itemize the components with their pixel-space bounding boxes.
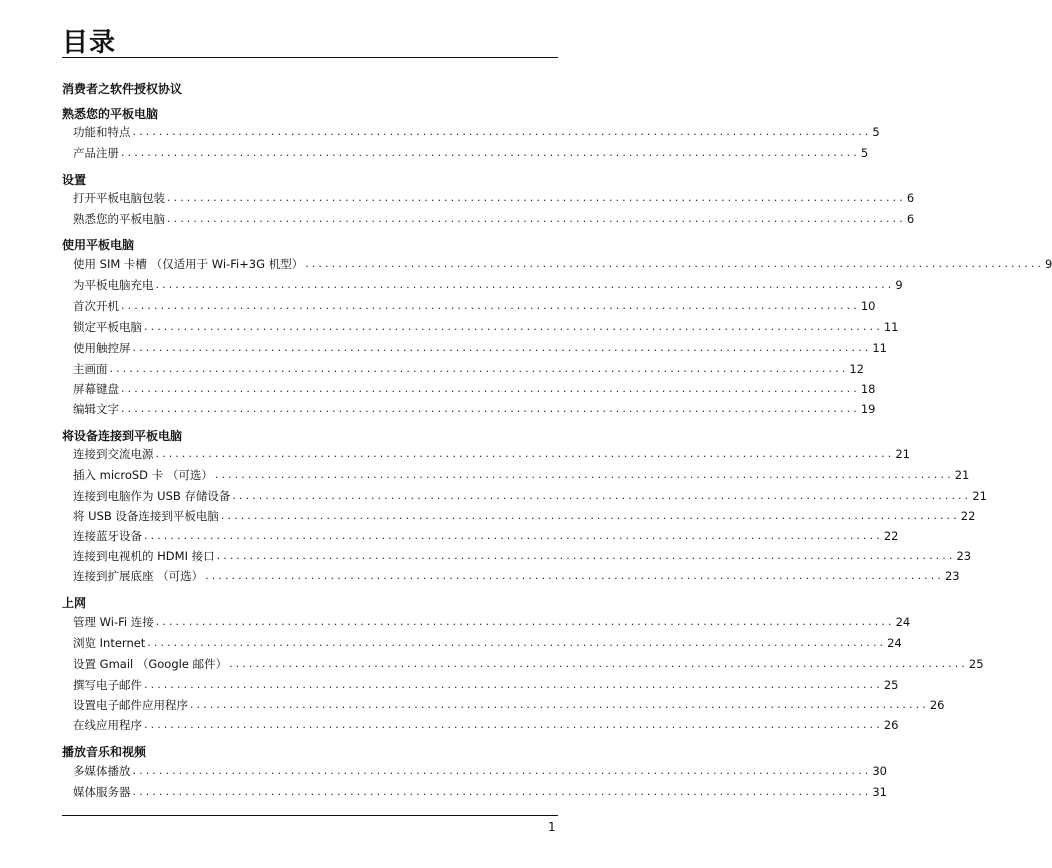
dot-leader: ................................................................................................................ xyxy=(190,698,929,711)
toc-entry-page: 18 xyxy=(860,382,876,396)
dot-leader: ................................................................................................................ xyxy=(144,678,883,691)
toc-entry-label: 撰写电子邮件 xyxy=(73,678,142,692)
toc-entry-page: 24 xyxy=(895,615,911,629)
toc-entry-label: 连接到电脑作为 USB 存储设备 xyxy=(73,489,231,503)
toc-entry-label: 将 USB 设备连接到平板电脑 xyxy=(73,509,219,523)
toc-entry[interactable] xyxy=(73,763,887,779)
dot-leader: ................................................................................................................ xyxy=(220,509,960,522)
toc-entry[interactable] xyxy=(73,256,1052,272)
toc-entry-label: 连接到交流电源 xyxy=(73,447,154,461)
page-number: 1 xyxy=(548,820,556,834)
toc-entry-label: 产品注册 xyxy=(73,146,119,160)
toc-entry[interactable] xyxy=(73,401,876,417)
toc-entry-label: 插入 microSD 卡 （可选） xyxy=(73,468,213,482)
dot-leader: ................................................................................................................ xyxy=(121,146,860,159)
dot-leader: ................................................................................................................ xyxy=(232,489,972,502)
toc-entry-label: 设置电子邮件应用程序 xyxy=(73,698,188,712)
toc-entry-label: 连接到扩展底座 （可选） xyxy=(73,569,204,583)
dot-leader: ................................................................................................................ xyxy=(144,718,883,731)
toc-entry[interactable] xyxy=(73,298,876,314)
toc-entry-page: 21 xyxy=(895,447,910,461)
top-divider xyxy=(62,57,558,58)
toc-entry-page: 5 xyxy=(872,125,880,139)
toc-entry[interactable] xyxy=(73,677,899,693)
dot-leader: ................................................................................................................ xyxy=(305,257,1045,270)
toc-entry-page: 22 xyxy=(883,529,899,543)
dot-leader: ................................................................................................................ xyxy=(167,191,906,204)
dot-leader: ................................................................................................................ xyxy=(109,362,849,375)
dot-leader: ................................................................................................................ xyxy=(121,299,860,312)
toc-entry-page: 9 xyxy=(1045,257,1052,271)
page-title: 目录 xyxy=(62,28,117,58)
toc-entry-page: 30 xyxy=(872,764,887,778)
dot-leader: ................................................................................................................ xyxy=(205,569,944,582)
toc-entry-label: 浏览 Internet xyxy=(73,636,146,650)
toc-entry-page: 23 xyxy=(956,549,972,563)
toc-section-heading[interactable]: 熟悉您的平板电脑 xyxy=(62,107,159,121)
toc-entry[interactable] xyxy=(73,190,915,206)
toc-entry-page: 12 xyxy=(849,362,864,376)
toc-entry-page: 24 xyxy=(887,636,902,650)
toc-entry[interactable] xyxy=(73,381,876,397)
dot-leader: ................................................................................................................ xyxy=(167,212,906,225)
dot-leader: ................................................................................................................ xyxy=(132,341,872,354)
toc-entry-page: 19 xyxy=(860,402,876,416)
toc-entry-page: 11 xyxy=(872,341,887,355)
toc-section-heading[interactable]: 上网 xyxy=(62,596,87,610)
toc-entry-label: 连接到电视机的 HDMI 接口 xyxy=(73,549,215,563)
toc-entry-page: 25 xyxy=(883,678,899,692)
toc-section-heading[interactable]: 播放音乐和视频 xyxy=(62,745,147,759)
toc-entry[interactable] xyxy=(73,211,915,227)
dot-leader: ................................................................................................................ xyxy=(155,278,895,291)
dot-leader: ................................................................................................................ xyxy=(155,447,895,460)
toc-entry[interactable] xyxy=(73,508,976,524)
toc-entry-page: 21 xyxy=(972,489,987,503)
dot-leader: ................................................................................................................ xyxy=(132,125,872,138)
toc-entry[interactable] xyxy=(73,784,887,800)
toc-entry-page: 26 xyxy=(929,698,945,712)
toc-entry-page: 5 xyxy=(860,146,869,160)
toc-entry[interactable] xyxy=(73,488,987,504)
dot-leader: ................................................................................................................ xyxy=(144,529,883,542)
dot-leader: ................................................................................................................ xyxy=(147,636,887,649)
toc-entry-page: 25 xyxy=(968,657,984,671)
toc-entry-page: 10 xyxy=(860,299,876,313)
dot-leader: ................................................................................................................ xyxy=(216,549,956,562)
toc-entry-label: 功能和特点 xyxy=(73,125,131,139)
toc-entry-label: 首次开机 xyxy=(73,299,119,313)
toc-entry[interactable] xyxy=(73,361,864,377)
toc-entry-label: 设置 Gmail （Google 邮件） xyxy=(73,657,228,671)
toc-section-heading[interactable]: 使用平板电脑 xyxy=(62,238,135,252)
toc-entry[interactable] xyxy=(73,446,910,462)
toc-entry[interactable] xyxy=(73,277,903,293)
dot-leader: ................................................................................................................ xyxy=(132,785,872,798)
toc-entry-label: 在线应用程序 xyxy=(73,718,142,732)
dot-leader: ................................................................................................................ xyxy=(155,615,895,628)
toc-entry[interactable] xyxy=(73,717,899,733)
toc-section-heading[interactable]: 消费者之软件授权协议 xyxy=(62,82,183,96)
toc-entry-page: 21 xyxy=(954,468,970,482)
toc-entry[interactable] xyxy=(73,145,869,161)
toc-entry[interactable] xyxy=(73,467,970,483)
toc-entry[interactable] xyxy=(73,656,984,672)
toc-entry-label: 多媒体播放 xyxy=(73,764,131,778)
toc-entry[interactable] xyxy=(73,124,880,140)
toc-entry-label: 编辑文字 xyxy=(73,402,119,416)
toc-entry[interactable] xyxy=(73,528,899,544)
toc-entry[interactable] xyxy=(73,319,899,335)
toc-entry[interactable] xyxy=(73,548,972,564)
dot-leader: ................................................................................................................ xyxy=(144,320,883,333)
toc-entry-label: 使用 SIM 卡槽 （仅适用于 Wi-Fi+3G 机型） xyxy=(73,257,304,271)
toc-entry-label: 为平板电脑充电 xyxy=(73,278,154,292)
toc-entry-label: 打开平板电脑包装 xyxy=(73,191,165,205)
toc-entry-label: 管理 Wi-Fi 连接 xyxy=(73,615,154,629)
toc-entry-label: 使用触控屏 xyxy=(73,341,131,355)
dot-leader: ................................................................................................................ xyxy=(121,402,860,415)
toc-entry-page: 26 xyxy=(883,718,899,732)
toc-entry-label: 屏幕键盘 xyxy=(73,382,119,396)
toc-entry[interactable] xyxy=(73,614,911,630)
toc-entry-page: 6 xyxy=(906,212,915,226)
dot-leader: ................................................................................................................ xyxy=(132,764,872,777)
toc-entry-label: 媒体服务器 xyxy=(73,785,131,799)
toc-entry-page: 6 xyxy=(906,191,915,205)
dot-leader: ................................................................................................................ xyxy=(229,657,968,670)
toc-section-heading[interactable]: 将设备连接到平板电脑 xyxy=(62,429,183,443)
toc-entry-label: 熟悉您的平板电脑 xyxy=(73,212,165,226)
toc-entry-page: 11 xyxy=(883,320,899,334)
toc-entry-label: 连接蓝牙设备 xyxy=(73,529,142,543)
bottom-divider xyxy=(62,815,558,816)
dot-leader: ................................................................................................................ xyxy=(214,468,954,481)
toc-entry-page: 22 xyxy=(960,509,976,523)
toc-section-heading[interactable]: 设置 xyxy=(62,173,87,187)
toc-entry[interactable] xyxy=(73,697,945,713)
toc-entry-page: 23 xyxy=(944,569,960,583)
toc-entry-label: 锁定平板电脑 xyxy=(73,320,142,334)
dot-leader: ................................................................................................................ xyxy=(121,382,860,395)
toc-entry-label: 主画面 xyxy=(73,362,108,376)
toc-entry[interactable] xyxy=(73,340,887,356)
toc-entry[interactable] xyxy=(73,635,902,651)
toc-entry-page: 31 xyxy=(872,785,887,799)
toc-entry[interactable] xyxy=(73,568,960,584)
toc-entry-page: 9 xyxy=(895,278,903,292)
